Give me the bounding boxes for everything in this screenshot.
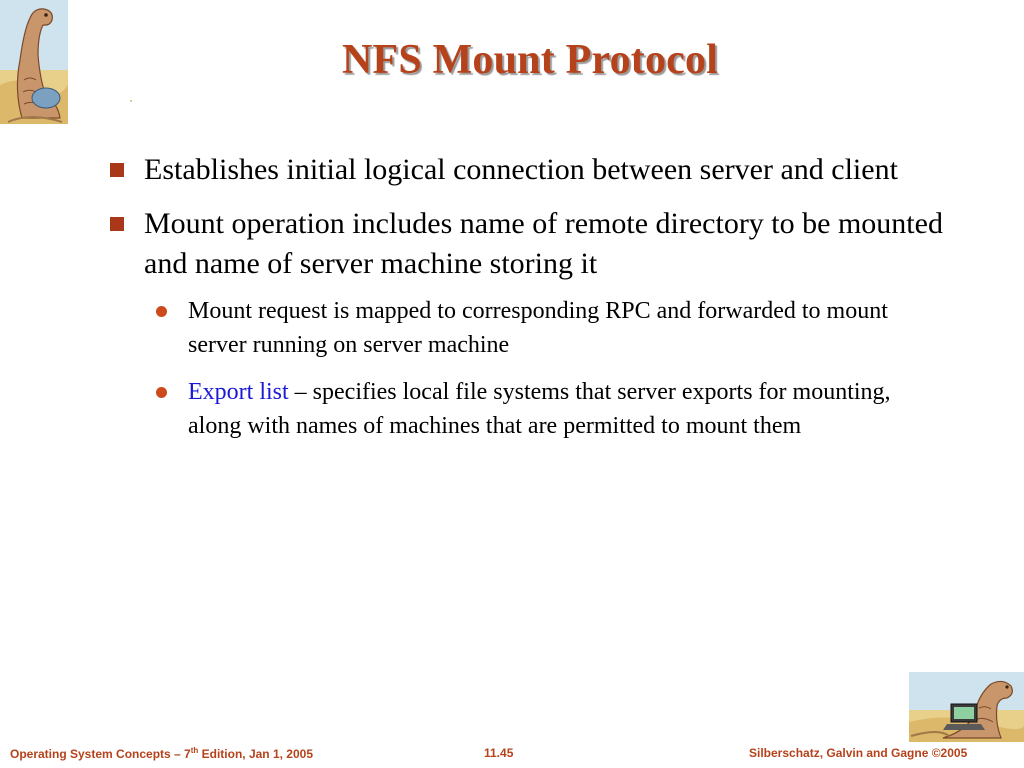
sub-bullet-text: – specifies local file systems that server exports for mounting, along with names of machines that are permitted to mount them [188,379,891,439]
footer-page-number: 11.45 [484,746,514,760]
footer-left-prefix: Operating System Concepts – 7 [10,747,191,761]
slide-title: NFS Mount Protocol [341,37,719,83]
dinosaur-laptop-icon [909,672,1024,742]
bullet-item [108,204,948,284]
decorative-dot [130,100,132,102]
slide-content [108,150,948,456]
footer-course-info [10,746,313,761]
export-list-term: Export list [188,379,289,405]
footer-left-suffix: Edition, Jan 1, 2005 [198,747,314,761]
round-bullet-icon [156,306,167,317]
sub-bullet-item [154,375,928,443]
bullet-text: Establishes initial logical connection between server and client [144,153,898,186]
sub-bullet-text: Mount request is mapped to corresponding RPC and forwarded to mount server running on server machine [188,298,888,358]
footer-left-sup: th [190,746,199,755]
bullet-item [108,150,948,190]
footer-authors: Silberschatz, Galvin and Gagne ©2005 [749,746,968,760]
sub-bullet-item [154,294,928,362]
square-bullet-icon [110,163,124,177]
bullet-text: Mount operation includes name of remote directory to be mounted and name of server machine storing it [144,207,943,280]
square-bullet-icon [110,217,124,231]
round-bullet-icon [156,387,167,398]
